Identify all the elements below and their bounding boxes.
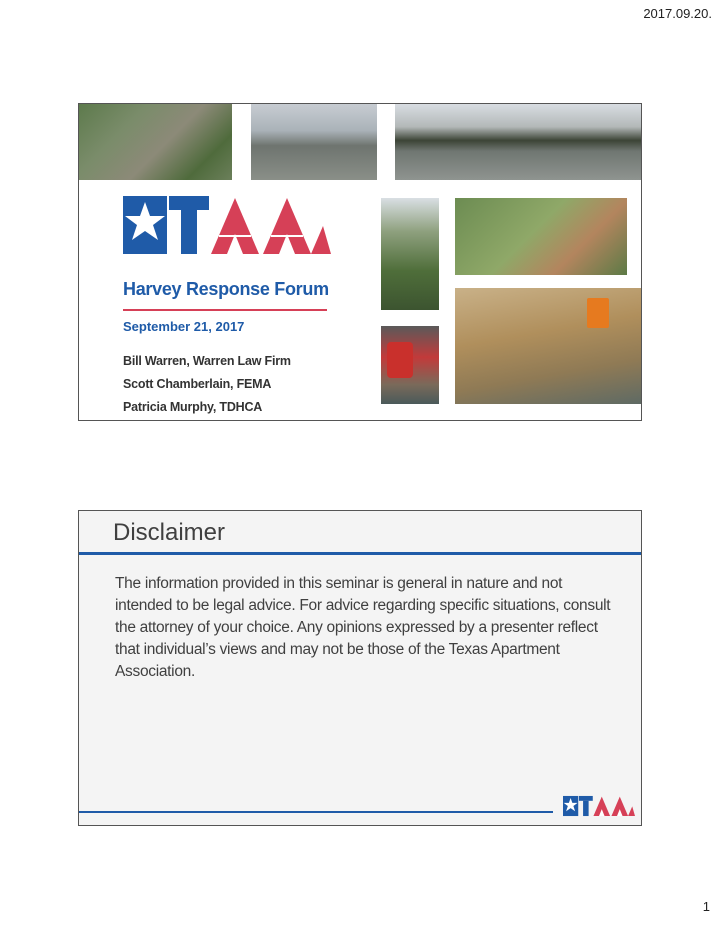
slide-title: Harvey Response Forum xyxy=(123,279,329,299)
footer-divider xyxy=(79,811,553,813)
title-slide xyxy=(78,103,642,421)
presenter-list xyxy=(123,354,291,421)
military-truck-photo xyxy=(455,288,642,404)
presenter-item: Patricia Murphy, TDHCA xyxy=(123,400,263,414)
truck-in-flood-photo xyxy=(395,104,642,180)
rescue-photo xyxy=(455,198,627,275)
flooded-street-photo xyxy=(251,104,377,180)
page-number: 1 xyxy=(702,899,710,914)
presenter-item: Scott Chamberlain, FEMA xyxy=(123,377,272,391)
aerial-flood-photo xyxy=(79,104,232,180)
crowd-wading-photo xyxy=(381,326,439,404)
disclaimer-text: The information provided in this seminar is general in nature and not intended to be legal advice. For advice regarding specific situations, consult the attorney of your choice. Any opinions expressed by a presenter reflect that individual’s views and may not be those of the Texas Apartment Association. xyxy=(115,575,611,680)
event-date: September 21, 2017 xyxy=(123,319,245,334)
taa-logo-small xyxy=(563,795,635,817)
title-divider xyxy=(123,309,327,311)
slide-heading: Disclaimer xyxy=(113,519,226,546)
heading-divider xyxy=(79,552,641,555)
taa-logo xyxy=(123,196,331,254)
disclaimer-slide xyxy=(78,510,642,826)
presenter-item: Bill Warren, Warren Law Firm xyxy=(123,354,291,368)
print-date: 2017.09.20. xyxy=(643,6,712,21)
tree-photo xyxy=(381,198,439,310)
